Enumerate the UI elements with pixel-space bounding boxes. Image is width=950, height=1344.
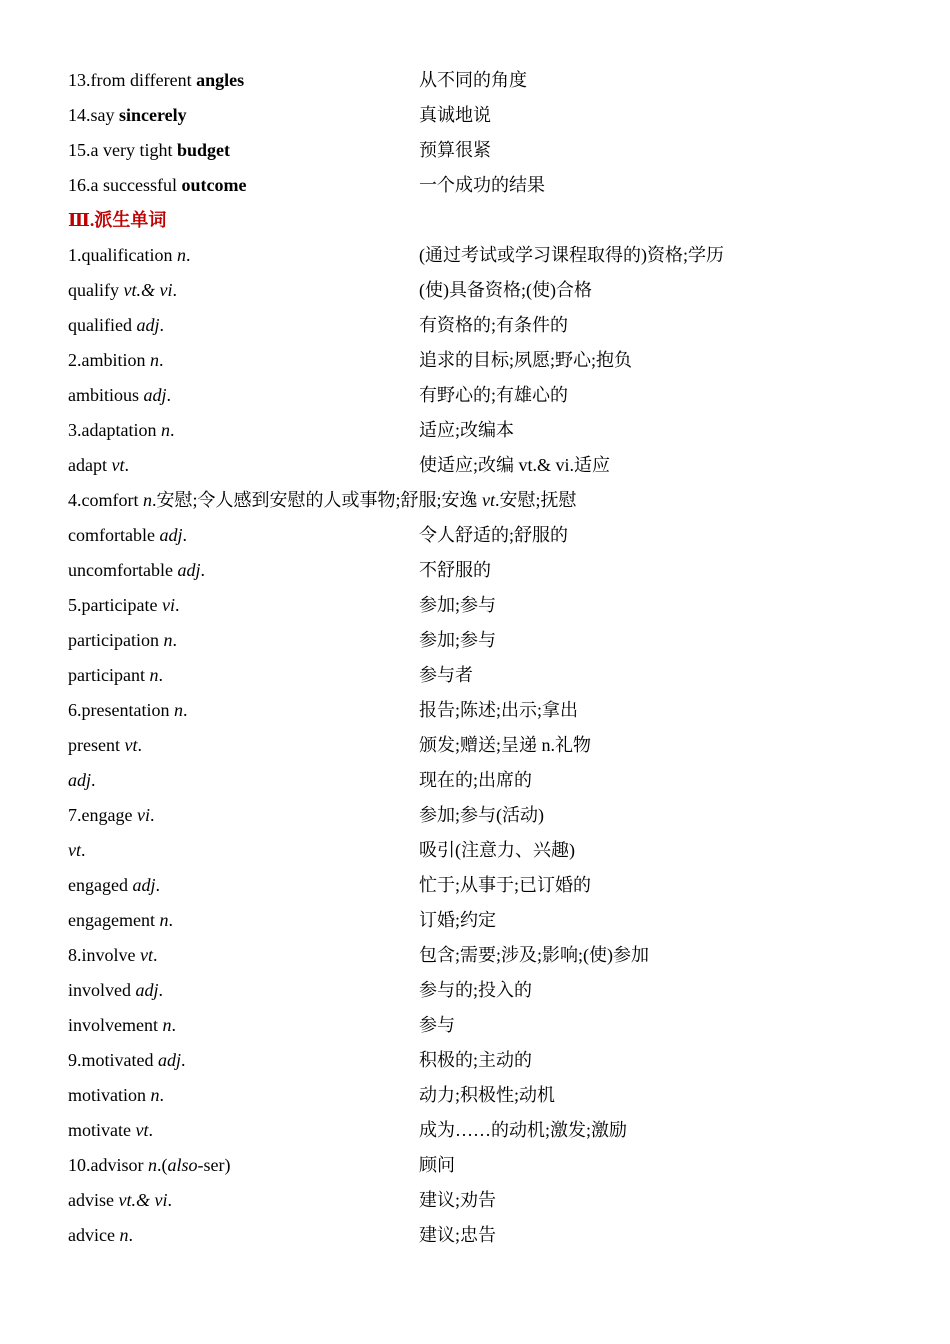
part-of-speech: vt	[140, 945, 153, 965]
part-of-speech: adj	[68, 770, 92, 790]
word-row	[68, 518, 898, 553]
word-meaning: 顾问	[419, 1155, 455, 1175]
word-entry: engagement n.	[68, 910, 173, 930]
word-meaning: 参与者	[419, 665, 473, 685]
phrase-english: 14.say sincerely	[68, 105, 187, 125]
keyword: outcome	[181, 175, 247, 195]
word-meaning: 适应;改编本	[419, 420, 515, 440]
word-entry: 2.ambition n.	[68, 350, 164, 370]
phrase-meaning: 真诚地说	[419, 105, 491, 125]
word-meaning: 不舒服的	[419, 560, 491, 580]
phrase-meaning: 预算很紧	[419, 140, 491, 160]
word-meaning: 参加;参与	[419, 630, 497, 650]
word-entry: motivate vt.	[68, 1120, 153, 1140]
word-meaning: 包含;需要;涉及;影响;(使)参加	[419, 945, 649, 965]
keyword: angles	[196, 70, 245, 90]
part-of-speech: n	[150, 1085, 160, 1105]
phrase-row	[68, 63, 898, 98]
word-entry: motivation n.	[68, 1085, 164, 1105]
word-row	[68, 273, 898, 308]
word-row	[68, 448, 898, 483]
part-of-speech: n	[119, 1225, 129, 1245]
word-entry: adapt vt.	[68, 455, 129, 475]
word-meaning: 使适应;改编 vt.& vi.适应	[419, 455, 611, 475]
word-row	[68, 833, 898, 868]
phrase-row	[68, 133, 898, 168]
keyword: budget	[176, 140, 230, 160]
word-meaning: 追求的目标;夙愿;野心;抱负	[419, 350, 633, 370]
part-of-speech: adj	[143, 385, 167, 405]
part-of-speech: n	[163, 630, 173, 650]
part-of-speech: adj	[177, 560, 201, 580]
section-heading-row	[68, 203, 898, 238]
word-row	[68, 658, 898, 693]
part-of-speech: n	[150, 350, 159, 370]
word-entry: 9.motivated adj.	[68, 1050, 186, 1070]
word-entry: engaged adj.	[68, 875, 160, 895]
part-of-speech: adj	[132, 875, 156, 895]
part-of-speech: vt	[124, 735, 138, 755]
part-of-speech: vt	[111, 455, 125, 475]
word-meaning: 动力;积极性;动机	[419, 1085, 556, 1105]
word-row	[68, 763, 898, 798]
word-row	[68, 1148, 898, 1183]
word-meaning: 忙于;从事于;已订婚的	[419, 875, 592, 895]
word-entry: 3.adaptation n.	[68, 420, 175, 440]
phrase-english: 16.a successful outcome	[68, 175, 247, 195]
word-meaning: 有野心的;有雄心的	[419, 385, 569, 405]
word-meaning: 报告;陈述;出示;拿出	[419, 700, 579, 720]
word-meaning: 建议;劝告	[419, 1190, 497, 1210]
word-entry: 10.advisor n.(also-ser)	[68, 1155, 231, 1175]
word-row	[68, 798, 898, 833]
word-meaning: 参与的;投入的	[419, 980, 533, 1000]
part-of-speech: vt	[68, 840, 81, 860]
word-entry: adj.	[68, 770, 96, 790]
word-meaning: 令人舒适的;舒服的	[419, 525, 569, 545]
part-of-speech: vt	[482, 490, 495, 510]
part-of-speech: n	[176, 245, 186, 265]
part-of-speech: also	[167, 1155, 198, 1175]
word-meaning: 有资格的;有条件的	[419, 315, 569, 335]
part-of-speech: n	[160, 420, 170, 440]
word-row	[68, 1008, 898, 1043]
part-of-speech: n	[148, 1155, 157, 1175]
word-row	[68, 343, 898, 378]
word-row	[68, 1218, 898, 1253]
word-entry: comfortable adj.	[68, 525, 187, 545]
word-entry: advice n.	[68, 1225, 133, 1245]
word-entry: 8.involve vt.	[68, 945, 158, 965]
word-entry: vt.	[68, 840, 86, 860]
word-entry: involved adj.	[68, 980, 164, 1000]
part-of-speech: vt	[135, 1120, 149, 1140]
word-row	[68, 903, 898, 938]
part-of-speech: vi	[161, 595, 175, 615]
word-row	[68, 728, 898, 763]
phrase-meaning: 从不同的角度	[419, 70, 527, 90]
part-of-speech: n	[159, 910, 169, 930]
word-meaning: 颁发;赠送;呈递 n.礼物	[419, 735, 592, 755]
word-meaning: 订婚;约定	[419, 910, 497, 930]
word-entry: 5.participate vi.	[68, 595, 180, 615]
section-heading: Ⅲ.派生单词	[68, 210, 167, 230]
part-of-speech: n	[142, 490, 152, 510]
part-of-speech: vi	[136, 805, 150, 825]
word-entry: 7.engage vi.	[68, 805, 155, 825]
word-entry: 1.qualification n.	[68, 245, 191, 265]
word-entry: involvement n.	[68, 1015, 176, 1035]
word-row	[68, 973, 898, 1008]
word-meaning: 参加;参与	[419, 595, 497, 615]
word-row	[68, 623, 898, 658]
word-entry: participant n.	[68, 665, 163, 685]
part-of-speech: vt.& vi	[118, 1190, 168, 1210]
phrase-row	[68, 168, 898, 203]
word-meaning: (通过考试或学习课程取得的)资格;学历	[419, 245, 724, 265]
word-entry: qualified adj.	[68, 315, 164, 335]
word-meaning: 成为……的动机;激发;激励	[419, 1120, 628, 1140]
part-of-speech: adj	[157, 1050, 181, 1070]
word-row	[68, 238, 898, 273]
word-meaning: 积极的;主动的	[419, 1050, 533, 1070]
word-meaning: 建议;忠告	[419, 1225, 497, 1245]
word-row	[68, 868, 898, 903]
word-row	[68, 378, 898, 413]
word-row	[68, 1113, 898, 1148]
word-entry: uncomfortable adj.	[68, 560, 205, 580]
phrase-english: 13.from different angles	[68, 70, 245, 90]
word-row	[68, 693, 898, 728]
part-of-speech: adj	[135, 980, 159, 1000]
part-of-speech: adj	[136, 315, 160, 335]
word-entry: advise vt.& vi.	[68, 1190, 172, 1210]
word-meaning: 参加;参与(活动)	[419, 805, 544, 825]
word-entry: present vt.	[68, 735, 142, 755]
part-of-speech: adj	[159, 525, 183, 545]
word-row	[68, 413, 898, 448]
word-meaning: 吸引(注意力、兴趣)	[419, 840, 575, 860]
word-row	[68, 1078, 898, 1113]
word-row-comfort	[68, 483, 898, 518]
part-of-speech: n	[162, 1015, 172, 1035]
word-row	[68, 1043, 898, 1078]
word-row	[68, 588, 898, 623]
phrase-meaning: 一个成功的结果	[419, 175, 545, 195]
keyword: sincerely	[119, 105, 187, 125]
phrase-row	[68, 98, 898, 133]
word-meaning: (使)具备资格;(使)合格	[419, 280, 592, 300]
part-of-speech: n	[173, 700, 183, 720]
word-entry: 4.comfort n.安慰;令人感到安慰的人或事物;舒服;安逸 vt.安慰;抚慰	[68, 490, 577, 510]
word-row	[68, 938, 898, 973]
phrase-english: 15.a very tight budget	[68, 140, 230, 160]
word-entry: 6.presentation n.	[68, 700, 188, 720]
word-entry: ambitious adj.	[68, 385, 172, 405]
word-meaning: 参与	[419, 1015, 455, 1035]
word-entry: qualify vt.& vi.	[68, 280, 177, 300]
vocabulary-page	[68, 63, 898, 1253]
word-row	[68, 553, 898, 588]
part-of-speech: n	[149, 665, 159, 685]
word-meaning: 现在的;出席的	[419, 770, 533, 790]
word-row	[68, 308, 898, 343]
word-entry: participation n.	[68, 630, 177, 650]
part-of-speech: vt.& vi	[123, 280, 173, 300]
word-row	[68, 1183, 898, 1218]
